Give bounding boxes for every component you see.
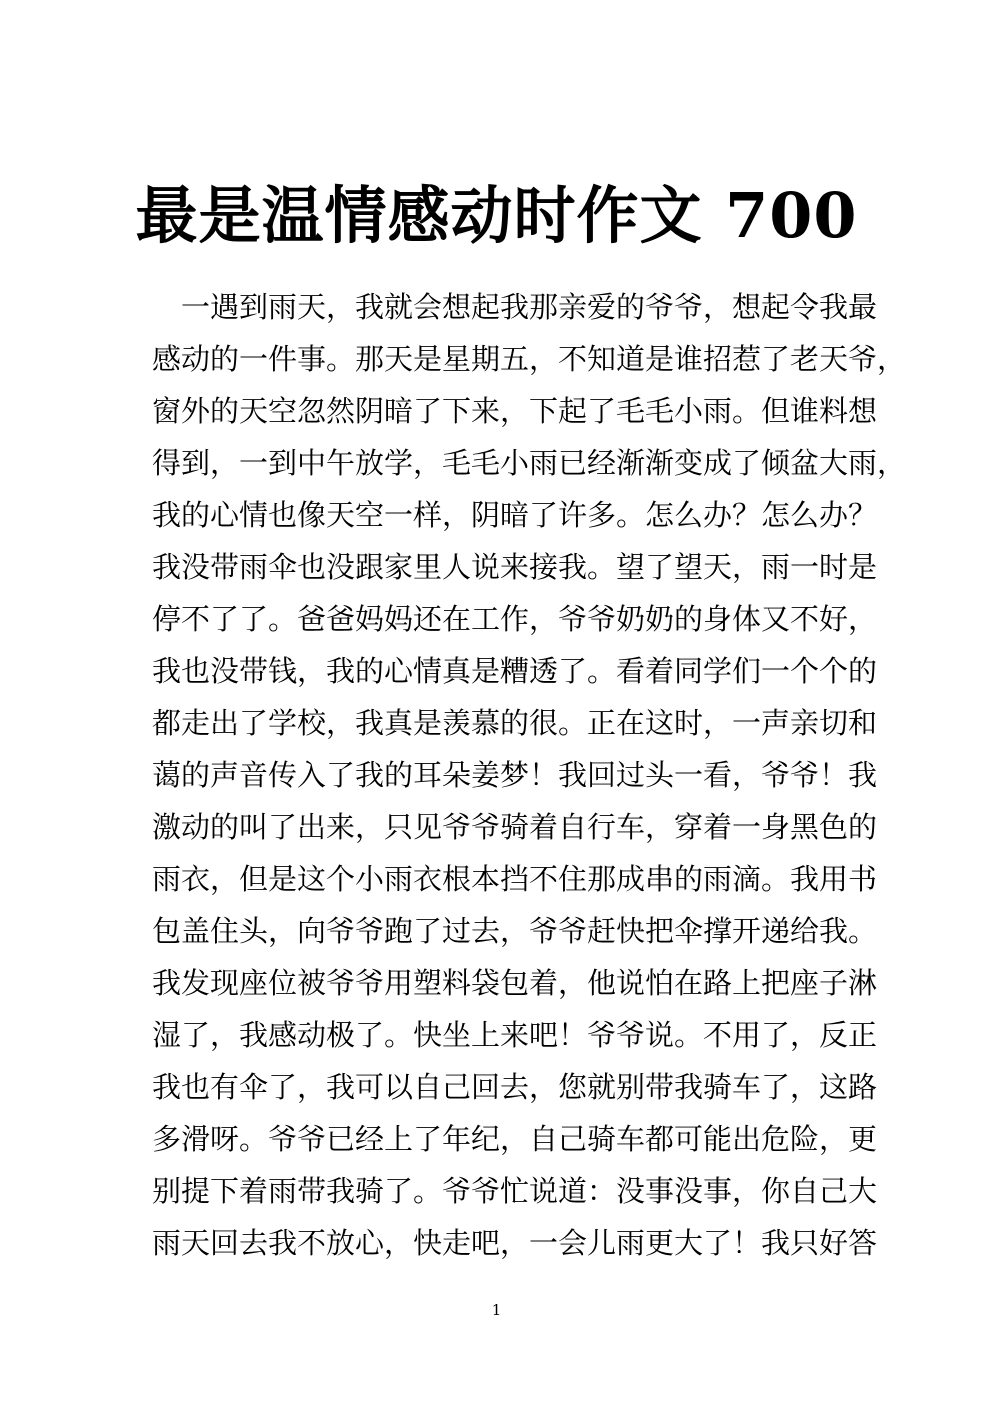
text-line: 窗外的天空忽然阴暗了下来，下起了毛毛小雨。但谁料想 bbox=[152, 394, 878, 428]
essay-body bbox=[152, 284, 907, 1272]
document-title: 最是温情感动时作文 700 bbox=[135, 179, 858, 252]
text-line: 感动的一件事。那天是星期五，不知道是谁招惹了老天爷， bbox=[152, 342, 907, 376]
text-line: 一遇到雨天，我就会想起我那亲爱的爷爷，想起令我最 bbox=[181, 290, 878, 324]
text-line: 得到，一到中午放学，毛毛小雨已经渐渐变成了倾盆大雨， bbox=[152, 446, 907, 480]
text-line: 包盖住头，向爷爷跑了过去，爷爷赶快把伞撑开递给我。 bbox=[152, 914, 878, 948]
text-line: 都走出了学校，我真是羡慕的很。正在这时，一声亲切和 bbox=[152, 706, 878, 740]
text-line: 雨天回去我不放心，快走吧，一会儿雨更大了！我只好答 bbox=[152, 1226, 878, 1260]
page-number: 1 bbox=[491, 1301, 502, 1319]
text-line: 停不了了。爸爸妈妈还在工作，爷爷奶奶的身体又不好， bbox=[152, 602, 878, 636]
text-line: 别提下着雨带我骑了。爷爷忙说道：没事没事，你自己大 bbox=[152, 1174, 878, 1208]
text-line: 我也没带钱，我的心情真是糟透了。看着同学们一个个的 bbox=[152, 654, 878, 688]
text-line: 我没带雨伞也没跟家里人说来接我。望了望天，雨一时是 bbox=[152, 550, 878, 584]
text-line: 我的心情也像天空一样，阴暗了许多。怎么办？怎么办？ bbox=[152, 498, 878, 532]
text-line: 激动的叫了出来，只见爷爷骑着自行车，穿着一身黑色的 bbox=[152, 810, 878, 844]
text-line: 我也有伞了，我可以自己回去，您就别带我骑车了，这路 bbox=[152, 1070, 878, 1104]
text-line: 湿了，我感动极了。快坐上来吧！爷爷说。不用了，反正 bbox=[152, 1018, 878, 1052]
text-line: 蔼的声音传入了我的耳朵姜梦！我回过头一看，爷爷！我 bbox=[152, 758, 878, 792]
text-line: 雨衣，但是这个小雨衣根本挡不住那成串的雨滴。我用书 bbox=[152, 862, 878, 896]
text-line: 多滑呀。爷爷已经上了年纪，自己骑车都可能出危险，更 bbox=[152, 1122, 878, 1156]
text-line: 我发现座位被爷爷用塑料袋包着，他说怕在路上把座子淋 bbox=[152, 966, 878, 1000]
